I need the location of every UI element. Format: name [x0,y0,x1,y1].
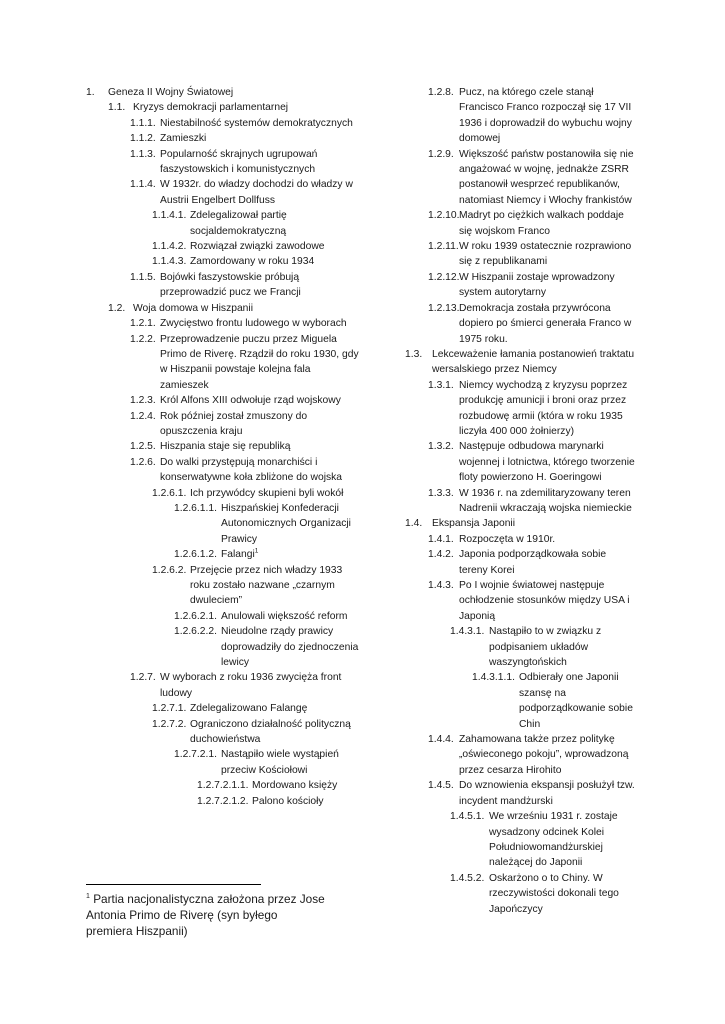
outline-item [405,532,637,547]
outline-text-content: Geneza II Wojny Światowej [108,87,234,98]
outline-item [405,378,637,440]
outline-item [86,609,362,624]
outline-item [405,578,637,624]
outline-item [86,147,362,178]
outline-number: 1.2.6.2.2. [174,626,217,638]
outline-text-content: Następuje odbudowa marynarki wojennej i lotnictwa, którego tworzenie floty powierzono H. Goeringowi [459,441,635,484]
outline-text-content: Rozwiązał związki zawodowe [190,241,325,253]
outline-text [108,85,362,100]
outline-item [405,809,637,871]
outline-number: 1.2.7.2.1.2. [197,795,249,807]
outline-item [405,347,637,378]
outline-text-content: Ograniczono działalność polityczną duchowieństwa [190,718,351,746]
outline-text-content: Japonia podporządkowała sobie tereny Korei [459,549,607,576]
outline-text [221,547,362,562]
outline-number: 1.4.5.1. [450,811,485,823]
outline-item [405,670,637,732]
outline-number: 1.3.3. [428,487,454,499]
outline-text-content: Ich przywódcy skupieni byli wokół [190,487,344,499]
outline-item [86,208,362,239]
outline-item [405,547,637,578]
outline-item [405,732,637,778]
outline-text-content: W wyborach z roku 1936 zwycięża front ludowy [160,672,342,699]
outline-text-content: Niemcy wychodzą z kryzysu poprzez produkcję amunicji i broni oraz przez rozbudowę armii (która w roku 1935 liczyła 400 000 żołnierzy) [459,379,628,437]
outline-number: 1.2.10. [428,210,460,222]
outline-number: 1.2.7.2. [152,718,187,730]
outline-text [459,85,637,147]
outline-text [160,316,362,331]
outline-text [459,486,637,517]
outline-number: 1.2.13. [428,302,460,314]
outline-text [221,609,362,624]
outline-text-content: Zwycięstwo frontu ludowego w wyborach [160,318,347,330]
outline-text [519,670,637,732]
outline-item [86,701,362,716]
outline-number: 1.2.7.2.1. [174,749,217,761]
outline-item [86,501,362,547]
footnote-separator [86,884,261,885]
outline-number: 1.2.3. [130,395,156,407]
outline-text [190,208,362,239]
outline-item [86,747,362,778]
outline-item [405,147,637,209]
outline-text [459,147,637,209]
outline-text [190,701,362,716]
outline-number: 1.4. [405,518,423,530]
outline-text-content: Przejęcie przez nich władzy 1933 roku zostało nazwane „czarnym dwuleciem” [190,564,343,607]
outline-number: 1.2.12. [428,271,460,283]
outline-number: 1.4.3. [428,580,454,591]
outline-text [133,301,362,316]
outline-text [252,778,362,793]
outline-number: 1.2.6.1.1. [174,502,217,514]
outline-number: 1.4.3.1. [450,626,485,638]
outline-number: 1.2.7.1. [152,703,187,715]
outline-item [405,778,637,809]
right-column [405,85,637,917]
outline-text-content: We wrześniu 1931 r. zostaje wysadzony odcinek Kolei Południowomandżurskiej należącej do Japonii [489,811,618,869]
outline-text [221,624,362,670]
outline-item [86,624,362,670]
outline-text-content: Do wznowienia ekspansji posłużył tzw. incydent mandżurski [459,780,635,807]
outline-number: 1.2.1. [130,318,156,330]
outline-text-content: Popularność skrajnych ugrupowań faszystowskich i komunistycznych [160,148,318,176]
outline-text-content: W Hiszpanii zostaje wprowadzony system autorytarny [459,271,615,299]
outline-number: 1.1.1. [130,117,156,129]
outline-number: 1.2.6.2. [152,564,187,576]
outline-text-content: Większość państw postanowiła się nie angażować w wojnę, jednakże ZSRR postanowił wesprzeć republikanów, natomiast Niemcy i Włochy frankistów [459,148,634,206]
outline-text-content: Nastąpiło to w związku z podpisaniem układów waszyngtońskich [489,626,602,669]
outline-text-content: Pucz, na którego czele stanął Francisco Franco rozpoczął się 17 VII 1936 i doprowadził do wybuchu wojny domowej [459,87,632,145]
outline-text [489,871,637,917]
outline-number: 1.1.3. [130,148,156,160]
outline-text-content: Nieudolne rządy prawicy doprowadziły do zjednoczenia lewicy [221,626,359,669]
outline-text [160,409,362,440]
outline-item [405,439,637,485]
outline-number: 1.2.7.2.1.1. [197,780,249,792]
outline-text-content: Palono kościoły [252,795,324,807]
outline-text [190,486,362,501]
outline-text [160,439,362,454]
outline-text [133,100,362,115]
footnote-text: Partia nacjonalistyczna założona przez Jose Antonia Primo de Riverę (syn byłego premiera Hiszpanii) [86,892,325,938]
outline-text-content: W 1936 r. na zdemilitaryzowany teren Nadrenii wkraczają wojska niemieckie [459,487,632,514]
outline-text [160,332,362,394]
outline-text-content: Do walki przystępują monarchiści i konserwatywne koła zbliżone do wojska [160,456,343,484]
outline-number: 1.4.3.1.1. [472,672,515,684]
outline-text [190,239,362,254]
outline-text [160,670,362,701]
outline-text [489,624,637,670]
outline-text-content: Mordowano księży [252,780,338,792]
outline-item [86,439,362,454]
left-column [86,85,362,809]
outline-text-content: Lekceważenie łamania postanowień traktatu wersalskiego przez Niemcy [432,348,635,376]
outline-number: 1.2.11. [428,241,459,253]
outline-text [160,393,362,408]
outline-item [405,208,637,239]
outline-text [489,809,637,871]
outline-item [86,455,362,486]
outline-text [190,563,362,609]
outline-item [86,254,362,269]
outline-text-content: Zdelegalizował partię socjaldemokratyczną [190,210,287,237]
outline-text [160,147,362,178]
outline-text-content: Zamieszki [160,133,207,145]
outline-text-content: Woja domowa w Hiszpanii [133,302,253,314]
outline-text-content: Hiszpańskiej Konfederacji Autonomicznych Organizacji Prawicy [221,502,351,545]
outline-item [86,116,362,131]
outline-item [405,239,637,270]
outline-text-content: Zahamowana także przez politykę „oświeconego pokoju”, wprowadzoną przez cesarza Hirohito [459,734,629,776]
outline-number: 1.4.2. [428,549,454,561]
outline-item [86,332,362,394]
outline-number: 1.2.6.1. [152,487,187,499]
outline-text-content: Odbierały one Japonii szansę na podporządkowanie sobie Chin [519,672,633,730]
outline-item [86,486,362,501]
outline-text-content: Demokracja została przywrócona dopiero po śmierci generała Franco w 1975 roku. [459,302,632,345]
outline-text [160,116,362,131]
outline-text [160,177,362,208]
outline-item [405,85,637,147]
outline-text [160,270,362,301]
outline-number: 1.3.1. [428,379,454,391]
outline-number: 1.2. [108,302,126,314]
outline-text-content: Niestabilność systemów demokratycznych [160,117,353,129]
outline-text [459,532,637,547]
outline-text-content: Bojówki faszystowskie próbują przeprowadzić pucz we Francji [160,271,301,299]
outline-text-content: W roku 1939 ostatecznie rozprawiono się z republikanami [459,241,632,268]
outline-item [86,393,362,408]
outline-item [86,177,362,208]
outline-text [459,301,637,347]
footnote-reference: 1 [254,547,259,555]
outline-text [221,501,362,547]
outline-text-content: Oskarżono o to Chiny. W rzeczywistości dokonali tego Japończycy [489,872,619,915]
outline-text-content: Ekspansja Japonii [432,518,515,530]
outline-number: 1. [86,87,95,98]
outline-item [86,670,362,701]
outline-text-content: Zamordowany w roku 1934 [190,256,315,268]
outline-text [432,516,637,531]
outline-number: 1.1. [108,102,126,114]
outline-text-content: W 1932r. do władzy dochodzi do władzy w Austrii Engelbert Dollfuss [160,179,353,206]
outline-item [405,301,637,347]
outline-item [405,270,637,301]
outline-number: 1.4.5.2. [450,872,485,884]
footnote [86,891,326,939]
outline-text-content: Król Alfons XIII odwołuje rząd wojskowy [160,395,341,407]
outline-item [86,563,362,609]
outline-text [459,239,637,270]
outline-text-content: Nastąpiło wiele wystąpień przeciw Kościołowi [221,749,339,776]
outline-text [459,439,637,485]
outline-text [459,578,637,624]
outline-item [86,270,362,301]
outline-text-content: Falangi [221,549,255,561]
outline-number: 1.1.4.3. [152,256,187,268]
outline-item [405,871,637,917]
outline-text [459,778,637,809]
outline-number: 1.2.7. [130,672,156,684]
footnote-mark: 1 [86,893,90,901]
outline-text [160,131,362,146]
outline-number: 1.3. [405,348,423,360]
outline-item [405,486,637,517]
outline-text [190,254,362,269]
outline-number: 1.2.9. [428,148,454,160]
outline-text-content: Hiszpania staje się republiką [160,441,291,453]
outline-number: 1.2.6. [130,456,156,468]
outline-item [86,409,362,440]
outline-text [190,717,362,748]
outline-text-content: Anulowali większość reform [221,610,348,622]
outline-text [160,455,362,486]
outline-item [86,794,362,809]
outline-text-content: Po I wojnie światowej następuje ochłodzenie stosunków między USA i Japonią [459,580,630,622]
outline-item [86,778,362,793]
outline-number: 1.2.6.2.1. [174,610,217,622]
outline-text-content: Rozpoczęta w 1910r. [459,533,556,545]
outline-text [252,794,362,809]
outline-text-content: Rok później został zmuszony do opuszczenia kraju [160,410,308,437]
outline-text [432,347,637,378]
outline-number: 1.1.4.1. [152,210,187,222]
outline-number: 1.1.4.2. [152,241,187,253]
outline-item [86,85,362,100]
outline-number: 1.4.5. [428,780,454,792]
outline-text [459,378,637,440]
outline-number: 1.1.2. [130,133,156,145]
outline-text [459,270,637,301]
outline-item [86,316,362,331]
outline-text-content: Przeprowadzenie puczu przez Miguela Primo de Riverę. Rządził do roku 1930, gdy w Hiszpanii powstaje kolejna fala zamieszek [160,333,359,391]
outline-number: 1.4.1. [428,533,454,545]
outline-item [405,516,637,531]
outline-number: 1.2.2. [130,333,156,345]
outline-item [86,131,362,146]
outline-number: 1.4.4. [428,734,454,746]
outline-number: 1.2.8. [428,87,454,98]
outline-item [86,547,362,562]
outline-text-content: Zdelegalizowano Falangę [190,703,308,715]
outline-text-content: Kryzys demokracji parlamentarnej [133,102,289,114]
outline-number: 1.1.5. [130,271,156,283]
outline-text [221,747,362,778]
outline-item [86,239,362,254]
outline-item [86,100,362,115]
outline-text [459,547,637,578]
outline-number: 1.2.5. [130,441,156,453]
outline-item [86,717,362,748]
outline-number: 1.1.4. [130,179,156,191]
outline-number: 1.2.4. [130,410,156,422]
outline-text [459,208,637,239]
outline-text [459,732,637,778]
outline-text-content: Madryt po ciężkich walkach poddaje się wojskom Franco [459,210,624,237]
outline-number: 1.2.6.1.2. [174,549,217,561]
outline-number: 1.3.2. [428,441,454,453]
outline-item [405,624,637,670]
outline-item [86,301,362,316]
